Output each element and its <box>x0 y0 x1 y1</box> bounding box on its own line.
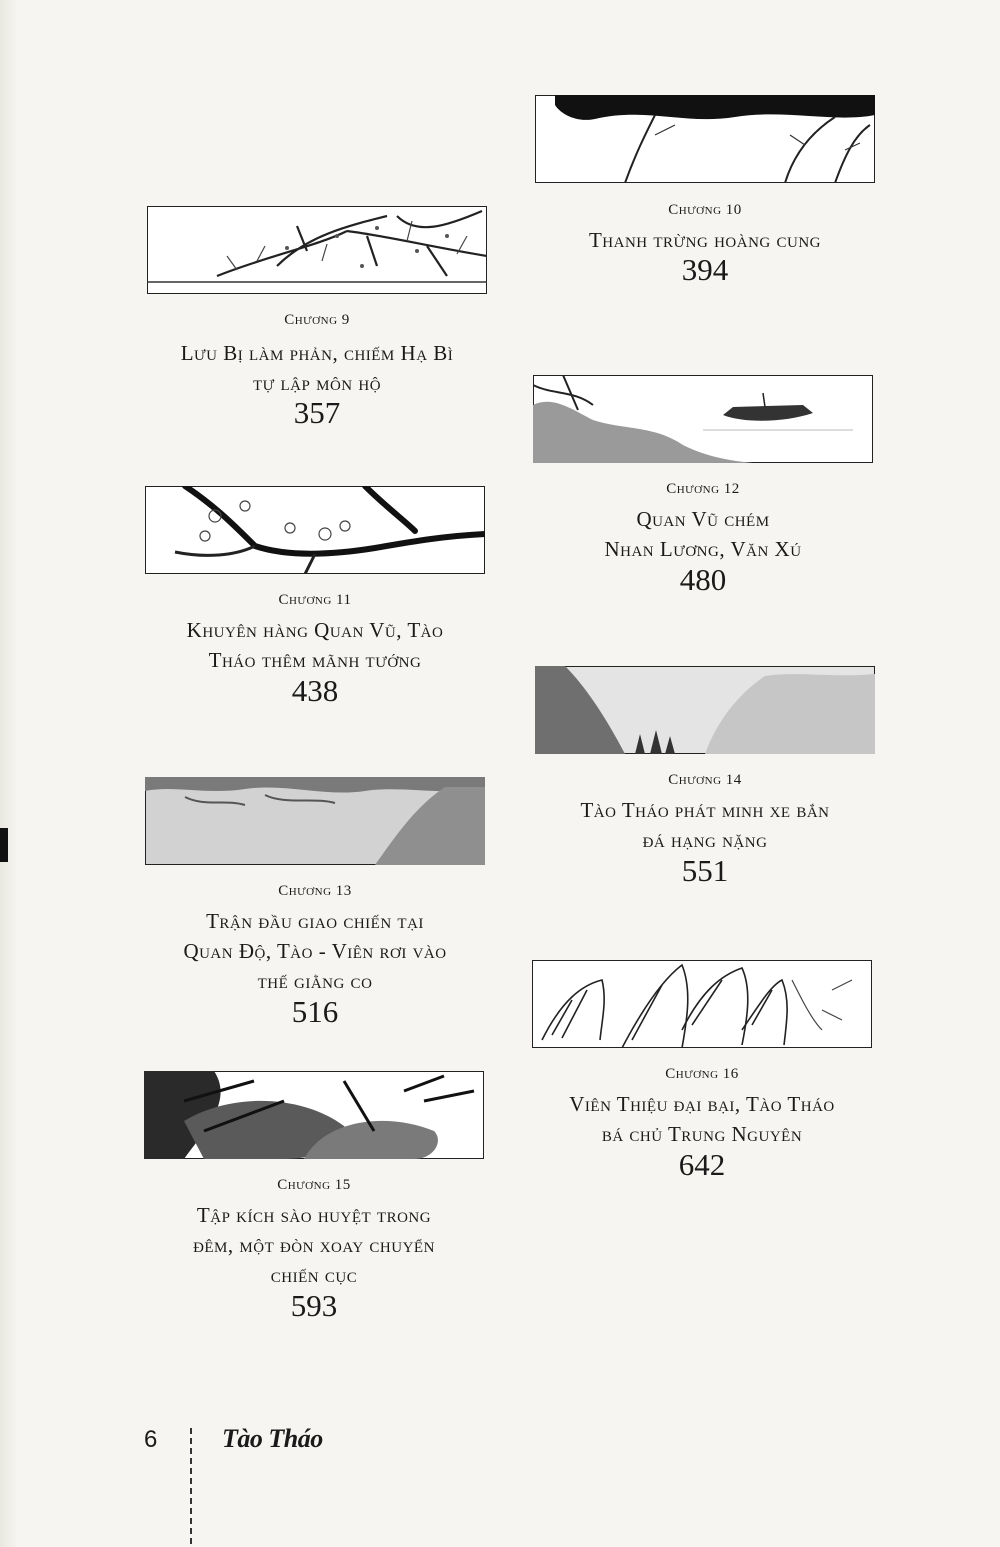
chapter-illustration <box>535 95 875 183</box>
chapter-illustration <box>145 486 485 574</box>
chapter-title-line: Quan Vũ chém <box>636 507 770 531</box>
chapter-title-line: Lưu Bị làm phản, chiếm Hạ Bì <box>180 341 454 365</box>
chapter-page-number: 438 <box>291 673 339 708</box>
chapter-illustration <box>144 1071 484 1159</box>
chapter-label: Chương 13 <box>278 883 352 899</box>
chapter-title-line: Tập kích sào huyệt trong <box>196 1203 432 1227</box>
chapter-title-line: Viên Thiệu đại bại, Tào Tháo <box>569 1092 835 1116</box>
chapter-page-number: 593 <box>290 1288 338 1323</box>
chapter-title-line: thế giằng co <box>257 969 373 993</box>
chapter-label: Chương 11 <box>278 592 352 608</box>
chapter-page-number: 394 <box>681 252 729 287</box>
chapter-illustration <box>145 777 485 865</box>
chapter-page-number: 357 <box>293 395 341 430</box>
footer-divider <box>190 1428 192 1544</box>
chapter-title-line: đá hạng nặng <box>642 828 768 852</box>
page-edge <box>0 0 18 1547</box>
chapter-title-line: Trận đầu giao chiến tại <box>206 909 424 933</box>
chapter-page-number: 551 <box>681 853 729 888</box>
footer-page-number: 6 <box>144 1426 158 1453</box>
chapter-illustration <box>535 666 875 754</box>
chapter-label: Chương 9 <box>284 312 350 328</box>
chapter-title-line: chiến cục <box>270 1263 358 1287</box>
chapter-title-line: bá chủ Trung Nguyên <box>601 1122 803 1146</box>
footer-book-title: Tào Tháo <box>222 1424 323 1453</box>
chapter-title-line: Tào Tháo phát minh xe bắn <box>580 798 830 822</box>
chapter-label: Chương 15 <box>277 1177 351 1193</box>
chapter-page-number: 516 <box>291 994 339 1029</box>
chapter-illustration <box>533 375 873 463</box>
chapter-title-line: Tháo thêm mãnh tướng <box>208 648 422 672</box>
chapter-illustration <box>147 206 487 294</box>
chapter-page-number: 642 <box>678 1147 726 1182</box>
chapter-title-line: Nhan Lương, Văn Xú <box>604 537 802 561</box>
chapter-label: Chương 14 <box>668 772 742 788</box>
binding-mark <box>0 828 8 862</box>
chapter-label: Chương 10 <box>668 202 742 218</box>
chapter-title-line: đêm, một đòn xoay chuyển <box>193 1233 435 1257</box>
chapter-label: Chương 16 <box>665 1066 739 1082</box>
chapter-title-line: Khuyên hàng Quan Vũ, Tào <box>186 618 444 642</box>
chapter-title-line: Quan Độ, Tào - Viên rơi vào <box>183 939 447 963</box>
chapter-title-line: tự lập môn hộ <box>252 371 382 395</box>
chapter-page-number: 480 <box>679 562 727 597</box>
chapter-illustration <box>532 960 872 1048</box>
chapter-title-line: Thanh trừng hoàng cung <box>588 228 822 252</box>
chapter-label: Chương 12 <box>666 481 740 497</box>
